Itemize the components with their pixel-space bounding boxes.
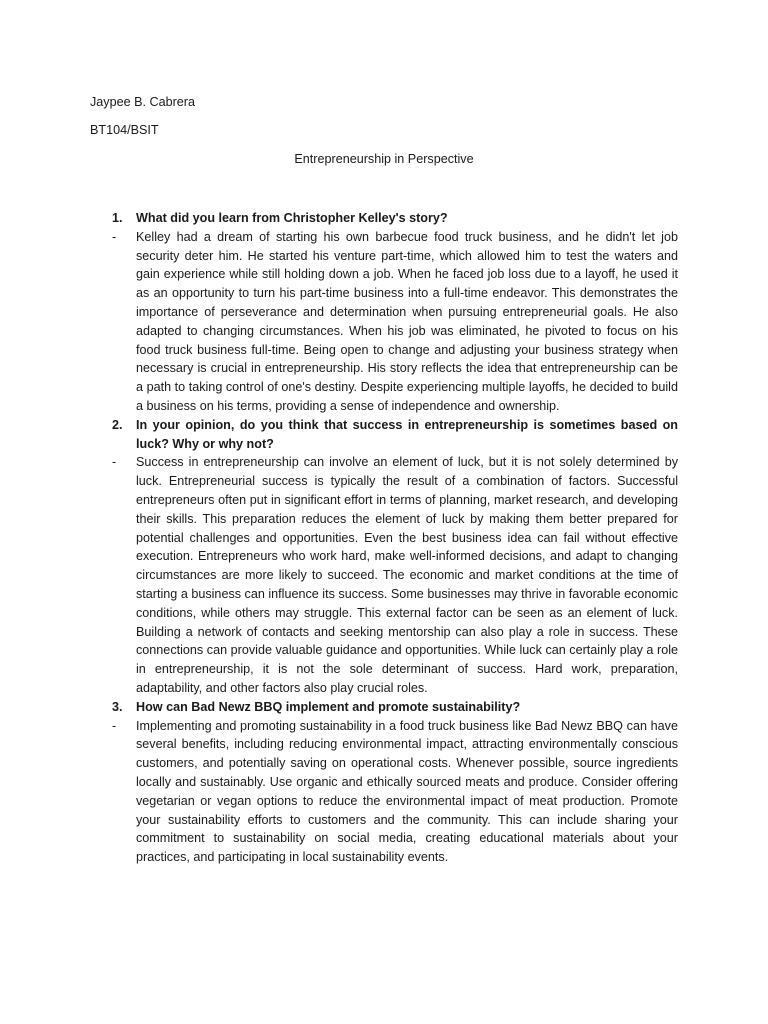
question-1 (112, 209, 678, 228)
answer-bullet: - (112, 718, 117, 733)
author-name: Jaypee B. Cabrera (90, 95, 196, 109)
answer-text: Success in entrepreneurship can involve an element of luck, but it is not solely determined by luck. Entrepreneurial success is typically the result of a combination of factors. Successful entrepreneurs often put in significant effort in terms of planning, market research, and developing their skills. This preparation reduces the element of luck by making them better prepared for potential challenges and opportunities. Even the best business idea can fail without effective execution. Entrepreneurs who work hard, make well-informed decisions, and adapt to changing circumstances are more likely to succeed. The economic and market conditions at the time of starting a business can influence its success. Some businesses may thrive in favorable economic conditions, while others may struggle. This external factor can be seen as an element of luck. Building a network of contacts and seeking mentorship can also play a role in success. These connections can provide valuable guidance and opportunities. While luck can certainly play a role in entrepreneurship, it is not the sole determinant of success. Hard work, preparation, adaptability, and other factors also play crucial roles. (136, 455, 678, 695)
answer-2 (112, 453, 678, 697)
question-number: 2. (112, 417, 123, 432)
question-text: How can Bad Newz BBQ implement and promote sustainability? (136, 699, 521, 714)
answer-text: Implementing and promoting sustainability in a food truck business like Bad Newz BBQ can have several benefits, including reducing environmental impact, attracting environmentally conscious customers, and potentially saving on operational costs. Whenever possible, source ingredients locally and sustainably. Use organic and ethically sourced meats and produce. Consider offering vegetarian or vegan options to reduce the environmental impact of meat production. Promote your sustainability efforts to customers and the community. This can include sharing your commitment to sustainability on social media, creating educational materials about your practices, and participating in local sustainability events. (136, 718, 678, 865)
question-number: 3. (112, 699, 123, 714)
answer-text: Kelley had a dream of starting his own barbecue food truck business, and he didn't let job security deter him. He started his venture part-time, which allowed him to test the waters and gain experience while still holding down a job. When he faced job loss due to a layoff, he used it as an opportunity to turn his part-time business into a full-time endeavor. This demonstrates the importance of perseverance and determination when pursuing entrepreneurial goals. He also adapted to changing circumstances. When his job was eliminated, he pivoted to focus on his food truck business full-time. Being open to change and adjusting your business strategy when necessary is crucial in entrepreneurship. His story reflects the idea that entrepreneurship can be a path to taking control of one's destiny. Despite experiencing multiple layoffs, he decided to build a business on his terms, providing a sense of independence and ownership. (136, 229, 678, 413)
question-text: In your opinion, do you think that success in entrepreneurship is sometimes based on luck? Why or why not? (136, 417, 678, 451)
document-title: Entrepreneurship in Perspective (294, 152, 474, 166)
question-list (112, 209, 678, 867)
answer-bullet: - (112, 455, 117, 470)
question-2 (112, 416, 678, 454)
question-3 (112, 698, 678, 717)
answer-bullet: - (112, 229, 117, 244)
answer-3 (112, 717, 678, 867)
answer-1 (112, 228, 678, 416)
question-text: What did you learn from Christopher Kelley's story? (136, 211, 448, 225)
course-section: BT104/BSIT (90, 123, 159, 137)
question-number: 1. (112, 211, 123, 225)
